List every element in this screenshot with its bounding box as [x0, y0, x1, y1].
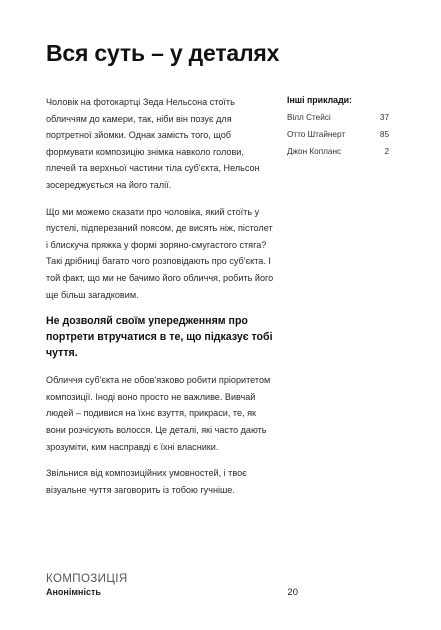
example-page-number: 85 [379, 130, 389, 139]
pull-quote: Не дозволяй своїм упередженням про портрети втручатися в те, що підказує тобі чуття. [46, 315, 273, 360]
example-page-number: 2 [384, 147, 389, 156]
section-label: КОМПОЗИЦІЯ [46, 573, 128, 585]
example-name: Вілл Стейсі [287, 113, 331, 122]
paragraph-1: Чоловік на фотокартці Зеда Нельсона стоїть обличчям до камери, так, ніби він позує для портретної зйомки. Однак замість того, щоб формувати композицію знімка навколо голови, плечей та верхньої частини тіла суб'єкта, Нельсон зосереджується на його талії. [46, 97, 260, 190]
example-row [287, 126, 389, 143]
example-row [287, 143, 389, 160]
footer-row [46, 587, 298, 598]
paragraph-2: Що ми можемо сказати про чоловіка, який стоїть у пустелі, підперезаний поясом, де висять ніж, пістолет і блискуча пряжка у формі зоряно-смугастого стяга? Такі дрібниці багато чого розповідають про суб'єкта. І той факт, що ми не бачимо його обличчя, робить його ще більш загадковим. [46, 206, 274, 300]
page-footer [46, 572, 298, 598]
paragraph-3: Обличчя суб'єкта не обов'язково робити пріоритетом композиції. Іноді воно просто не важливе. Вивчай людей – подивися на їхнє взуття, прикраси, те, як вони розчісують волосся. Це деталі, які часто дають зрозуміти, ким насправді є їхні власники. [46, 375, 271, 452]
page-number: 20 [287, 587, 298, 598]
example-name: Отто Штайнерт [287, 130, 346, 139]
page-title: Вся суть – у деталях [46, 40, 280, 66]
example-row [287, 109, 389, 126]
other-examples-sidebar [287, 94, 389, 160]
example-name: Джон Копланс [287, 147, 342, 156]
subsection-label: Анонімність [46, 587, 101, 597]
sidebar-title: Інші приклади: [287, 95, 352, 105]
article-body [46, 94, 274, 508]
example-page-number: 37 [379, 113, 389, 122]
paragraph-4: Звільнися від композиційних умовностей, і твоє візуальне чуття заговорить із тобою гучніше. [46, 468, 247, 495]
